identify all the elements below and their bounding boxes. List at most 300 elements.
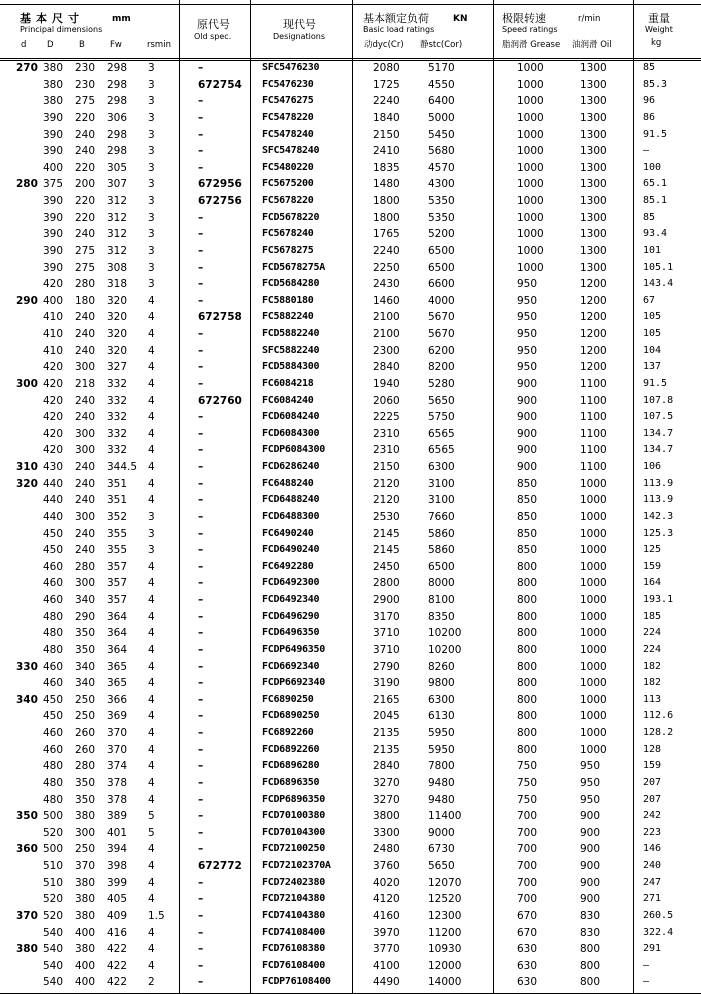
table-row bbox=[0, 477, 701, 494]
cell-rsmin: 4 bbox=[148, 677, 155, 690]
cell-static-load: 6400 bbox=[428, 95, 455, 108]
cell-weight: 223 bbox=[643, 826, 662, 838]
cell-speed-grease: 950 bbox=[517, 344, 538, 357]
cell-fw: 370 bbox=[107, 727, 128, 739]
cell-weight: 164 bbox=[643, 577, 662, 589]
table-row bbox=[0, 576, 701, 593]
designations-en: Designations bbox=[273, 32, 326, 41]
cell-speed-oil: 1000 bbox=[580, 610, 607, 623]
cell-dynamic-load: 2310 bbox=[373, 427, 400, 440]
cell-D: 480 bbox=[43, 760, 64, 773]
cell-rsmin: 4 bbox=[148, 594, 155, 606]
cell-B: 350 bbox=[75, 793, 96, 806]
cell-rsmin: 4 bbox=[148, 943, 155, 956]
cell-designation: FC5678240 bbox=[262, 228, 314, 240]
cell-D: 390 bbox=[43, 128, 64, 141]
table-row bbox=[0, 809, 701, 826]
cell-rsmin: 3 bbox=[148, 128, 155, 141]
cell-D: 450 bbox=[43, 527, 64, 540]
cell-B: 240 bbox=[75, 311, 96, 324]
cell-weight: 85.3 bbox=[643, 78, 668, 90]
cell-weight: 67 bbox=[643, 294, 656, 306]
cell-fw: 357 bbox=[107, 594, 128, 606]
cell-static-load: 5670 bbox=[428, 311, 455, 324]
table-row bbox=[0, 859, 701, 876]
cell-speed-oil: 1000 bbox=[580, 477, 607, 490]
table-row bbox=[0, 244, 701, 261]
cell-speed-grease: 750 bbox=[517, 760, 538, 773]
cell-designation: FCD5882240 bbox=[262, 328, 320, 339]
cell-speed-grease: 800 bbox=[517, 743, 538, 756]
cell-fw: 401 bbox=[107, 826, 128, 839]
cell-fw: 355 bbox=[107, 544, 128, 557]
cell-B: 280 bbox=[75, 760, 96, 773]
table-row bbox=[0, 294, 701, 311]
table-row bbox=[0, 926, 701, 943]
cell-speed-grease: 1000 bbox=[517, 244, 544, 257]
cell-D: 440 bbox=[43, 494, 64, 507]
cell-weight: 224 bbox=[643, 627, 662, 639]
cell-designation: FC6488240 bbox=[262, 477, 314, 489]
cell-dynamic-load: 2120 bbox=[373, 494, 400, 507]
cell-speed-oil: 1300 bbox=[580, 195, 607, 207]
cell-speed-grease: 1000 bbox=[517, 195, 544, 207]
cell-rsmin: 3 bbox=[148, 510, 155, 523]
cell-speed-grease: 850 bbox=[517, 477, 538, 490]
table-row bbox=[0, 709, 701, 726]
cell-speed-oil: 900 bbox=[580, 843, 601, 856]
load-dynamic-header: 动dyc(Cr) bbox=[364, 40, 404, 50]
cell-fw: 364 bbox=[107, 627, 128, 640]
cell-designation: FCD5884300 bbox=[262, 361, 320, 373]
cell-designation: FCD74104380 bbox=[262, 909, 325, 921]
table-row bbox=[0, 493, 701, 510]
table-row bbox=[0, 211, 701, 228]
cell-rsmin: 4 bbox=[148, 926, 155, 939]
cell-designation: FCDP6084300 bbox=[262, 444, 325, 456]
cell-dynamic-load: 2150 bbox=[373, 461, 400, 473]
cell-D: 390 bbox=[43, 244, 64, 257]
cell-designation: FC5478220 bbox=[262, 111, 314, 123]
cell-rsmin: 4 bbox=[148, 294, 155, 307]
table-row bbox=[0, 443, 701, 460]
cell-static-load: 5170 bbox=[428, 62, 455, 74]
cell-dynamic-load: 2165 bbox=[373, 693, 400, 706]
cell-D: 390 bbox=[43, 211, 64, 224]
cell-B: 380 bbox=[75, 893, 96, 906]
cell-old-spec: – bbox=[198, 959, 204, 972]
cell-B: 240 bbox=[75, 544, 96, 557]
cell-fw: 355 bbox=[107, 527, 128, 540]
cell-speed-oil: 1200 bbox=[580, 361, 607, 374]
cell-dynamic-load: 2310 bbox=[373, 444, 400, 457]
cell-static-load: 9480 bbox=[428, 793, 455, 806]
cell-D: 520 bbox=[43, 893, 64, 906]
cell-D: 540 bbox=[43, 943, 64, 956]
col-header-Fw: Fw bbox=[110, 40, 122, 50]
cell-rsmin: 4 bbox=[148, 660, 155, 673]
cell-static-load: 8260 bbox=[428, 660, 455, 673]
cell-speed-grease: 900 bbox=[517, 444, 538, 457]
cell-speed-grease: 900 bbox=[517, 377, 538, 390]
cell-speed-grease: 700 bbox=[517, 860, 538, 872]
col-header-B: B bbox=[79, 40, 85, 50]
cell-fw: 351 bbox=[107, 477, 128, 490]
cell-weight: – bbox=[643, 959, 650, 971]
cell-weight: 224 bbox=[643, 643, 662, 655]
cell-dynamic-load: 2045 bbox=[373, 710, 400, 723]
cell-D: 440 bbox=[43, 510, 64, 523]
cell-static-load: 6300 bbox=[428, 693, 455, 706]
cell-rsmin: 4 bbox=[148, 793, 155, 806]
cell-B: 300 bbox=[75, 427, 96, 440]
cell-speed-oil: 1000 bbox=[580, 544, 607, 557]
cell-speed-grease: 850 bbox=[517, 544, 538, 557]
cell-B: 250 bbox=[75, 693, 96, 706]
cell-old-spec: – bbox=[198, 377, 204, 390]
cell-old-spec: – bbox=[198, 643, 204, 656]
cell-speed-grease: 750 bbox=[517, 793, 538, 806]
cell-static-load: 6730 bbox=[428, 843, 455, 856]
cell-fw: 369 bbox=[107, 710, 128, 723]
load-ratings-cn: 基本额定负荷 bbox=[363, 12, 429, 25]
cell-speed-oil: 1200 bbox=[580, 311, 607, 324]
cell-rsmin: 4 bbox=[148, 693, 155, 706]
cell-fw: 298 bbox=[107, 145, 128, 158]
cell-speed-grease: 700 bbox=[517, 810, 538, 823]
cell-d: 280 bbox=[16, 178, 38, 191]
cell-rsmin: 4 bbox=[148, 643, 155, 656]
cell-static-load: 12070 bbox=[428, 876, 462, 889]
cell-static-load: 10200 bbox=[428, 643, 462, 656]
header-rule-upper bbox=[0, 58, 701, 59]
cell-D: 480 bbox=[43, 627, 64, 640]
cell-dynamic-load: 2450 bbox=[373, 560, 400, 573]
cell-fw: 378 bbox=[107, 776, 128, 789]
cell-static-load: 4570 bbox=[428, 161, 455, 174]
cell-speed-oil: 1000 bbox=[580, 494, 607, 507]
cell-static-load: 6500 bbox=[428, 560, 455, 573]
principal-dimensions-unit: mm bbox=[112, 14, 131, 24]
cell-speed-oil: 1100 bbox=[580, 411, 607, 424]
table-row bbox=[0, 942, 701, 959]
cell-static-load: 10930 bbox=[428, 943, 462, 956]
table-row bbox=[0, 726, 701, 743]
cell-speed-grease: 800 bbox=[517, 693, 538, 706]
cell-static-load: 3100 bbox=[428, 494, 455, 507]
cell-speed-grease: 900 bbox=[517, 411, 538, 424]
load-static-header: 静stc(Cor) bbox=[420, 40, 463, 50]
cell-old-spec: – bbox=[198, 261, 204, 274]
cell-weight: 207 bbox=[643, 776, 662, 788]
cell-designation: FC5678220 bbox=[262, 195, 314, 206]
cell-speed-oil: 950 bbox=[580, 760, 601, 773]
cell-designation: FCD74108400 bbox=[262, 926, 325, 938]
cell-rsmin: 4 bbox=[148, 627, 155, 640]
cell-d: 380 bbox=[16, 943, 38, 956]
cell-rsmin: 4 bbox=[148, 377, 155, 390]
cell-speed-oil: 900 bbox=[580, 876, 601, 889]
cell-dynamic-load: 1835 bbox=[373, 161, 400, 174]
cell-fw: 332 bbox=[107, 427, 128, 440]
cell-old-spec: – bbox=[198, 926, 204, 939]
cell-rsmin: 3 bbox=[148, 95, 155, 108]
table-row bbox=[0, 975, 701, 992]
cell-speed-oil: 1300 bbox=[580, 244, 607, 257]
cell-old-spec: – bbox=[198, 95, 204, 108]
cell-speed-oil: 1100 bbox=[580, 427, 607, 440]
cell-B: 280 bbox=[75, 278, 96, 291]
cell-speed-grease: 630 bbox=[517, 976, 538, 989]
table-row bbox=[0, 660, 701, 677]
cell-static-load: 5680 bbox=[428, 145, 455, 158]
cell-speed-grease: 850 bbox=[517, 494, 538, 507]
cell-speed-oil: 1000 bbox=[580, 643, 607, 656]
cell-designation: FC5880180 bbox=[262, 294, 314, 306]
cell-rsmin: 4 bbox=[148, 344, 155, 357]
speed-ratings-en: Speed ratings bbox=[502, 25, 558, 34]
cell-weight: 185 bbox=[643, 610, 662, 622]
cell-speed-grease: 800 bbox=[517, 610, 538, 623]
cell-old-spec: 672758 bbox=[198, 311, 242, 324]
table-row bbox=[0, 593, 701, 610]
cell-B: 200 bbox=[75, 178, 96, 191]
table-row bbox=[0, 227, 701, 244]
cell-designation: FCDP6896350 bbox=[262, 793, 325, 805]
cell-old-spec: – bbox=[198, 760, 204, 773]
cell-weight: 85 bbox=[643, 62, 656, 73]
cell-D: 420 bbox=[43, 444, 64, 457]
cell-B: 220 bbox=[75, 211, 96, 224]
table-row bbox=[0, 144, 701, 161]
cell-weight: 85 bbox=[643, 211, 656, 223]
cell-speed-oil: 1200 bbox=[580, 278, 607, 291]
cell-B: 240 bbox=[75, 128, 96, 141]
table-row bbox=[0, 377, 701, 394]
cell-B: 220 bbox=[75, 161, 96, 174]
cell-B: 400 bbox=[75, 976, 96, 989]
cell-d: 350 bbox=[16, 810, 38, 823]
cell-B: 220 bbox=[75, 195, 96, 207]
cell-designation: FC6492280 bbox=[262, 560, 314, 572]
cell-static-load: 14000 bbox=[428, 976, 462, 989]
cell-static-load: 5200 bbox=[428, 228, 455, 241]
cell-B: 240 bbox=[75, 527, 96, 540]
table-top-rule bbox=[0, 4, 701, 5]
cell-static-load: 8100 bbox=[428, 594, 455, 606]
cell-B: 275 bbox=[75, 95, 96, 108]
cell-speed-oil: 1300 bbox=[580, 161, 607, 174]
cell-rsmin: 3 bbox=[148, 62, 155, 74]
cell-speed-oil: 1300 bbox=[580, 228, 607, 241]
cell-designation: FCD6286240 bbox=[262, 461, 320, 472]
cell-weight: 113 bbox=[643, 693, 662, 705]
cell-B: 218 bbox=[75, 377, 96, 390]
cell-dynamic-load: 3760 bbox=[373, 860, 400, 872]
cell-weight: 242 bbox=[643, 810, 662, 822]
cell-static-load: 5650 bbox=[428, 394, 455, 407]
table-row bbox=[0, 327, 701, 344]
cell-dynamic-load: 2135 bbox=[373, 743, 400, 756]
cell-fw: 365 bbox=[107, 677, 128, 690]
cell-old-spec: – bbox=[198, 810, 204, 823]
cell-weight: 143.4 bbox=[643, 278, 674, 290]
cell-old-spec: – bbox=[198, 494, 204, 507]
cell-rsmin: 4 bbox=[148, 959, 155, 972]
cell-speed-grease: 900 bbox=[517, 427, 538, 440]
cell-rsmin: 4 bbox=[148, 427, 155, 440]
cell-fw: 409 bbox=[107, 909, 128, 922]
cell-weight: 134.7 bbox=[643, 427, 674, 439]
cell-static-load: 12300 bbox=[428, 909, 462, 922]
cell-designation: FCD76108380 bbox=[262, 943, 325, 955]
cell-old-spec: – bbox=[198, 427, 204, 440]
cell-speed-oil: 1100 bbox=[580, 461, 607, 473]
cell-D: 420 bbox=[43, 411, 64, 424]
cell-fw: 344.5 bbox=[107, 461, 138, 473]
cell-dynamic-load: 1800 bbox=[373, 211, 400, 224]
cell-fw: 422 bbox=[107, 943, 128, 956]
cell-designation: FCD72402380 bbox=[262, 876, 325, 888]
table-row bbox=[0, 909, 701, 926]
cell-weight: 96 bbox=[643, 95, 656, 107]
cell-D: 480 bbox=[43, 793, 64, 806]
table-row bbox=[0, 693, 701, 710]
cell-rsmin: 3 bbox=[148, 178, 155, 191]
cell-speed-oil: 950 bbox=[580, 776, 601, 789]
cell-rsmin: 4 bbox=[148, 776, 155, 789]
cell-designation: FCDP6692340 bbox=[262, 677, 325, 689]
table-row bbox=[0, 194, 701, 211]
cell-dynamic-load: 3170 bbox=[373, 610, 400, 623]
cell-static-load: 5860 bbox=[428, 544, 455, 557]
cell-D: 430 bbox=[43, 461, 64, 473]
cell-weight: 113.9 bbox=[643, 494, 674, 506]
cell-old-spec: – bbox=[198, 743, 204, 756]
cell-static-load: 6500 bbox=[428, 261, 455, 274]
cell-weight: 113.9 bbox=[643, 477, 674, 489]
cell-fw: 298 bbox=[107, 78, 128, 91]
cell-D: 460 bbox=[43, 677, 64, 690]
cell-D: 375 bbox=[43, 178, 64, 191]
cell-speed-grease: 1000 bbox=[517, 178, 544, 191]
cell-fw: 365 bbox=[107, 660, 128, 673]
table-row bbox=[0, 527, 701, 544]
cell-B: 380 bbox=[75, 943, 96, 956]
table-header bbox=[0, 0, 701, 61]
cell-speed-oil: 1000 bbox=[580, 693, 607, 706]
cell-speed-oil: 1000 bbox=[580, 594, 607, 606]
cell-speed-oil: 1200 bbox=[580, 294, 607, 307]
cell-speed-grease: 1000 bbox=[517, 161, 544, 174]
cell-designation: FCD6488300 bbox=[262, 510, 320, 522]
cell-B: 340 bbox=[75, 677, 96, 690]
cell-old-spec: – bbox=[198, 211, 204, 224]
cell-d: 290 bbox=[16, 294, 38, 307]
cell-fw: 318 bbox=[107, 278, 128, 291]
cell-rsmin: 5 bbox=[148, 810, 155, 823]
cell-D: 510 bbox=[43, 876, 64, 889]
cell-speed-grease: 700 bbox=[517, 826, 538, 839]
cell-speed-oil: 1300 bbox=[580, 95, 607, 108]
table-row bbox=[0, 277, 701, 294]
cell-fw: 298 bbox=[107, 128, 128, 141]
cell-dynamic-load: 2240 bbox=[373, 244, 400, 257]
cell-D: 420 bbox=[43, 377, 64, 390]
cell-weight: 137 bbox=[643, 361, 662, 373]
table-row bbox=[0, 626, 701, 643]
cell-d: 340 bbox=[16, 693, 38, 706]
cell-weight: – bbox=[643, 145, 650, 157]
cell-static-load: 5280 bbox=[428, 377, 455, 390]
cell-speed-oil: 1000 bbox=[580, 743, 607, 756]
cell-old-spec: – bbox=[198, 594, 204, 606]
cell-dynamic-load: 3300 bbox=[373, 826, 400, 839]
cell-D: 510 bbox=[43, 860, 64, 872]
cell-designation: FCD5678220 bbox=[262, 211, 320, 223]
table-row bbox=[0, 676, 701, 693]
cell-designation: FCD6490240 bbox=[262, 544, 320, 556]
cell-D: 540 bbox=[43, 976, 64, 989]
table-row bbox=[0, 759, 701, 776]
cell-speed-oil: 1200 bbox=[580, 328, 607, 340]
speed-ratings-unit: r/min bbox=[578, 14, 601, 24]
cell-B: 350 bbox=[75, 627, 96, 640]
cell-dynamic-load: 1940 bbox=[373, 377, 400, 390]
cell-B: 350 bbox=[75, 776, 96, 789]
cell-D: 380 bbox=[43, 62, 64, 74]
table-row bbox=[0, 78, 701, 95]
cell-D: 410 bbox=[43, 344, 64, 357]
cell-old-spec: – bbox=[198, 527, 204, 540]
table-row bbox=[0, 410, 701, 427]
cell-speed-grease: 850 bbox=[517, 510, 538, 523]
cell-fw: 332 bbox=[107, 394, 128, 407]
cell-speed-oil: 1300 bbox=[580, 78, 607, 91]
cell-weight: 101 bbox=[643, 244, 662, 256]
cell-designation: FCD6692340 bbox=[262, 660, 320, 672]
cell-speed-grease: 1000 bbox=[517, 95, 544, 108]
cell-speed-grease: 800 bbox=[517, 727, 538, 739]
cell-rsmin: 5 bbox=[148, 826, 155, 839]
cell-static-load: 5350 bbox=[428, 211, 455, 224]
table-row bbox=[0, 543, 701, 560]
cell-designation: FCD70100380 bbox=[262, 810, 325, 822]
table-row bbox=[0, 161, 701, 178]
cell-speed-grease: 700 bbox=[517, 876, 538, 889]
cell-D: 450 bbox=[43, 693, 64, 706]
cell-weight: 105.1 bbox=[643, 261, 674, 273]
cell-dynamic-load: 2150 bbox=[373, 128, 400, 141]
table-row bbox=[0, 510, 701, 527]
cell-old-spec: – bbox=[198, 361, 204, 374]
cell-static-load: 6565 bbox=[428, 427, 455, 440]
cell-speed-oil: 1000 bbox=[580, 660, 607, 673]
table-row bbox=[0, 959, 701, 976]
cell-fw: 366 bbox=[107, 693, 128, 706]
cell-speed-oil: 1100 bbox=[580, 444, 607, 457]
cell-static-load: 5350 bbox=[428, 195, 455, 207]
cell-B: 230 bbox=[75, 78, 96, 91]
cell-B: 240 bbox=[75, 145, 96, 158]
cell-static-load: 7800 bbox=[428, 760, 455, 773]
cell-B: 340 bbox=[75, 660, 96, 673]
cell-D: 410 bbox=[43, 328, 64, 340]
cell-B: 240 bbox=[75, 344, 96, 357]
cell-speed-oil: 830 bbox=[580, 909, 601, 922]
cell-D: 420 bbox=[43, 394, 64, 407]
table-row bbox=[0, 610, 701, 627]
